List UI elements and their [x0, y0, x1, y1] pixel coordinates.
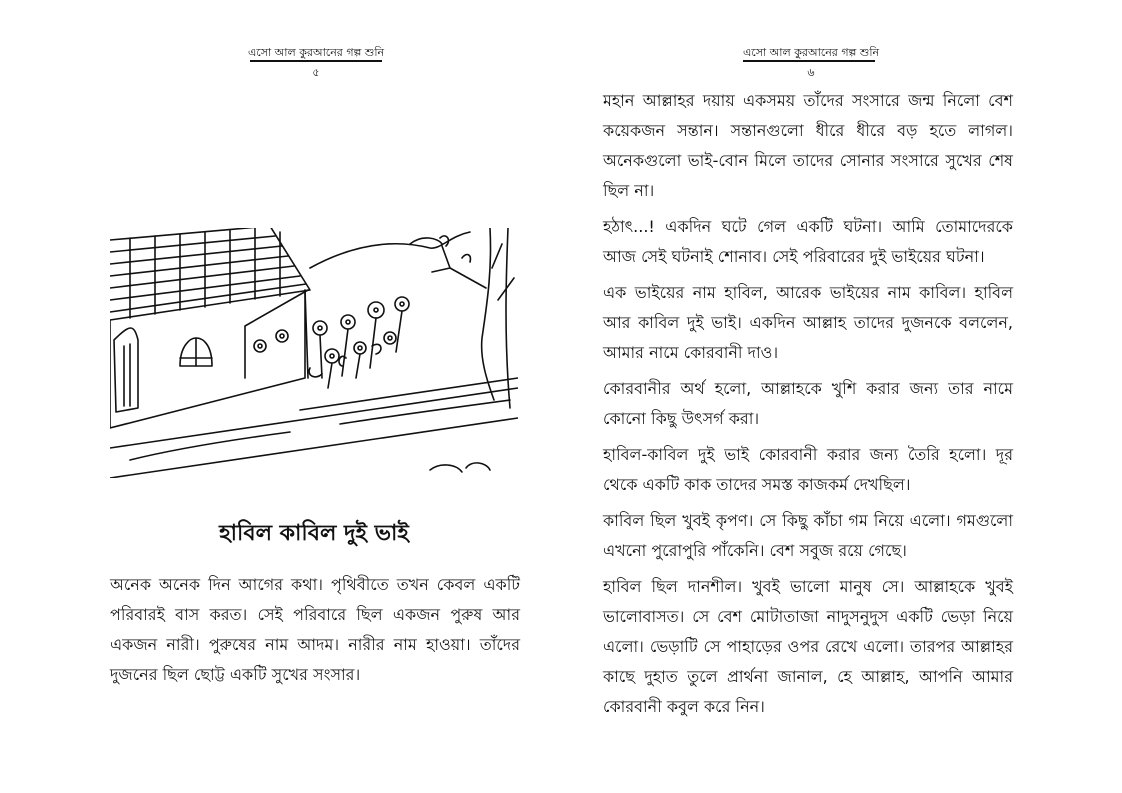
paragraph-birth-of-children: মহান আল্লাহর দয়ায় একসময় তাঁদের সংসারে জন্ম নিলো বেশ কয়েকজন সন্তান। সন্তানগুলো ধীরে ধীরে বড় হতে লাগল। অনেকগুলো ভাই-বোন মিলে তাদের সোনার সংসারে সুখের শেষ ছিল না।: [603, 91, 1013, 200]
paragraph-meaning-of-sacrifice: কোরবানীর অর্থ হলো, আল্লাহকে খুশি করার জন্য তার নামে কোনো কিছু উৎসর্গ করা।: [603, 379, 1013, 428]
hill-detail: [410, 238, 442, 244]
right-head-rule: [743, 60, 875, 62]
road-shape: [110, 378, 518, 478]
right-running-head: এসো আল কুরআনের গল্প শুনি: [742, 46, 880, 59]
paragraph-habil-sheep: হাবিল ছিল দানশীল। খুবই ভালো মানুষ সে। আল্লাহকে খুবই ভালোবাসত। সে বেশ মোটাতাজা নাদুসনুদুস একটি ভেড়া নিয়ে এলো। ভেড়াটি সে পাহাড়ের ওপর রেখে এলো। তারপর আল্লাহর কাছে দুহাত তুলে প্রার্থনা জানাল, হে আল্লাহ, আপনি আমার কোরবানী কবুল করে নিন।: [603, 577, 1013, 716]
right-body-text: [603, 86, 1013, 728]
paragraph-two-brothers: এক ভাইয়ের নাম হাবিল, আরেক ভাইয়ের নাম কাবিল। হাবিল আর কাবিল দুই ভাই। একদিন আল্লাহ তাদের দুজনকে বললেন, আমার নামে কোরবানী দাও।: [603, 283, 1013, 362]
house-wall-shape: [110, 290, 308, 428]
paragraph-crow-watching: হাবিল-কাবিল দুই ভাই কোরবানী করার জন্য তৈরি হলো। দূর থেকে একটি কাক তাদের সমস্ত কাজকর্ম দেখছিল।: [603, 445, 1013, 494]
left-running-head: এসো আল কুরআনের গল্প শুনি: [247, 46, 385, 59]
right-page-number: ৬: [807, 66, 815, 79]
left-paragraph: অনেক অনেক দিন আগের কথা। পৃথিবীতে তখন কেবল একটি পরিবারই বাস করত। সেই পরিবারে ছিল একজন পুরুষ আর একজন নারী। পুরুষের নাম আদম। নারীর নাম হাওয়া। তাঁদের দুজনের ছিল ছোট্ট একটি সুখের সংসার।: [110, 575, 520, 684]
hill-line: [310, 232, 470, 268]
house-illustration: [110, 228, 518, 478]
paragraph-sudden-event: হঠাৎ...! একদিন ঘটে গেল একটি ঘটনা। আমি তোমাদেরকে আজ সেই ঘটনাই শোনাব। সেই পরিবারের দুই ভাইয়ের ঘটনা।: [603, 217, 1013, 266]
paragraph-kabil-wheat: কাবিল ছিল খুবই কৃপণ। সে কিছু কাঁচা গম নিয়ে এলো। গমগুলো এখনো পুরোপুরি পাঁকেনি। বেশ সবুজ রয়ে গেছে।: [603, 511, 1013, 560]
flower-bushes: [254, 297, 409, 388]
left-page-number: ৫: [312, 66, 320, 79]
left-head-rule: [250, 60, 382, 62]
story-title: হাবিল কাবিল দুই ভাই: [219, 521, 409, 546]
left-body-text: [110, 570, 520, 690]
